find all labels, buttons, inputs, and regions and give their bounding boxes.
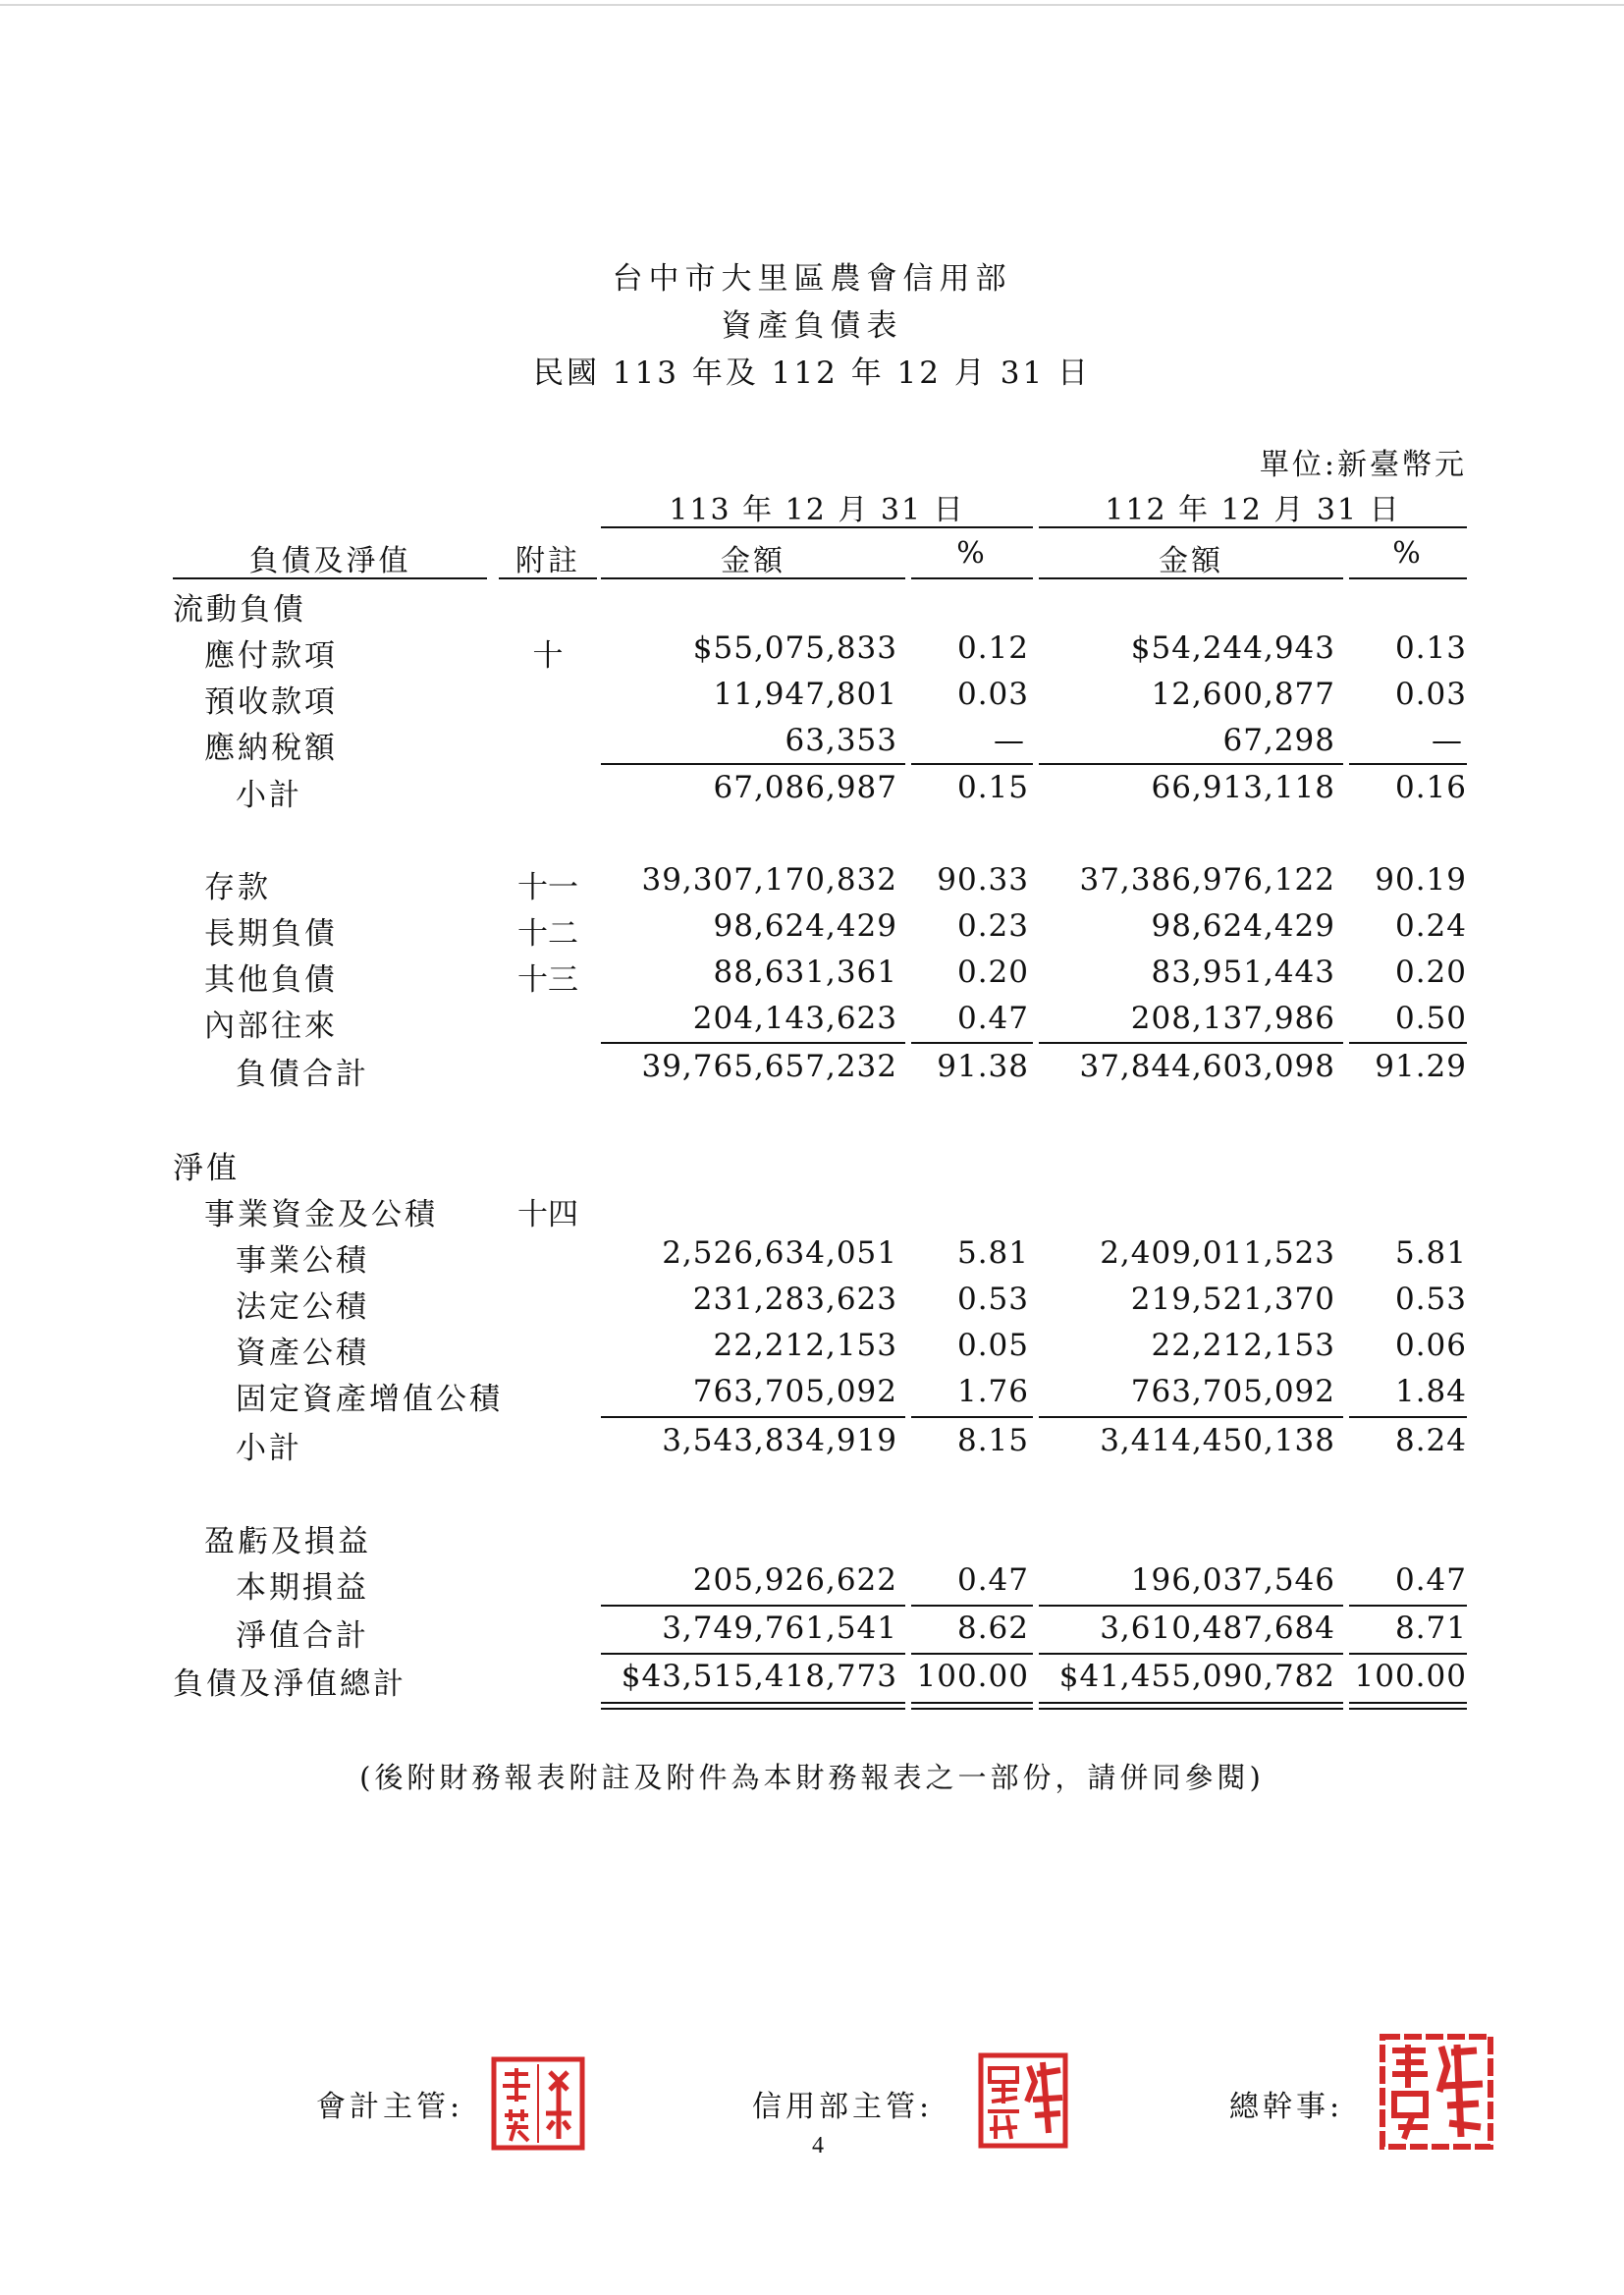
pct-112: 5.81 — [1394, 1235, 1467, 1271]
col-header-rule — [173, 577, 487, 579]
pct-112: 100.00 — [1354, 1659, 1467, 1694]
pct-113: 5.81 — [956, 1235, 1029, 1271]
double-rule — [1349, 1708, 1467, 1710]
subtotal-rule — [911, 1042, 1033, 1044]
pct-112: 0.16 — [1394, 770, 1467, 805]
row-deposits — [0, 862, 1624, 907]
col-header-pct-113: % — [956, 536, 988, 571]
pct-112: 0.47 — [1394, 1562, 1467, 1598]
double-rule — [911, 1708, 1033, 1710]
amount-113: 63,353 — [785, 723, 897, 758]
row-note: 十 — [532, 638, 564, 674]
row-business-reserve — [0, 1235, 1624, 1281]
col-header-rule — [499, 577, 597, 579]
col-header-amount-113: 金額 — [721, 544, 785, 578]
amount-113: 98,624,429 — [713, 908, 897, 944]
row-note: 十四 — [517, 1197, 578, 1232]
row-label: 事業公積 — [236, 1243, 369, 1279]
subtotal-rule — [1039, 1605, 1343, 1607]
amount-112: 22,212,153 — [1151, 1328, 1335, 1363]
statement-title: 資產負債表 — [721, 308, 903, 344]
row-reserves-subtotal — [0, 1423, 1624, 1468]
row-label: 存款 — [204, 870, 271, 905]
pct-113: 0.53 — [956, 1282, 1029, 1317]
pct-113: 90.33 — [937, 862, 1029, 898]
amount-112: 37,386,976,122 — [1079, 862, 1335, 898]
pct-113: 1.76 — [956, 1374, 1029, 1409]
general-manager-seal — [1379, 2033, 1494, 2155]
row-note: 十一 — [517, 870, 578, 905]
amount-113: $43,515,418,773 — [621, 1659, 897, 1694]
subtotal-rule — [601, 1605, 905, 1607]
row-label: 盈虧及損益 — [204, 1524, 371, 1559]
amount-112: 3,414,450,138 — [1100, 1423, 1335, 1458]
period-112-rule — [1039, 526, 1467, 528]
subtotal-rule — [911, 763, 1033, 765]
row-label: 預收款項 — [204, 684, 338, 720]
statement-period: 民國 113 年及 112 年 12 月 31 日 — [532, 355, 1092, 391]
pct-112: 0.53 — [1394, 1282, 1467, 1317]
pct-112: 0.24 — [1394, 908, 1467, 944]
pct-113: 100.00 — [916, 1659, 1029, 1694]
amount-112: 763,705,092 — [1130, 1374, 1335, 1409]
subtotal-rule — [1349, 1042, 1467, 1044]
pct-113: 8.15 — [956, 1423, 1029, 1458]
footnote: (後附財務報表附註及附件為本財務報表之一部份，請併同參閱) — [359, 1761, 1265, 1794]
signature-general-label: 總幹事: — [1229, 2090, 1344, 2124]
row-current-period-pl — [0, 1562, 1624, 1608]
double-rule — [601, 1702, 905, 1704]
pct-113: 8.62 — [956, 1611, 1029, 1646]
pct-112: 0.06 — [1394, 1328, 1467, 1363]
row-profit-loss-heading — [0, 1516, 1624, 1561]
row-label: 內部往來 — [204, 1009, 338, 1044]
amount-113: 39,307,170,832 — [641, 862, 897, 898]
amount-113: 88,631,361 — [713, 955, 897, 990]
row-note: 十三 — [517, 962, 578, 998]
amount-112: 208,137,986 — [1130, 1001, 1335, 1036]
row-accounts-payable — [0, 630, 1624, 676]
col-header-rule — [911, 577, 1033, 579]
row-label: 淨值 — [173, 1151, 240, 1186]
col-header-rule — [1039, 577, 1343, 579]
double-rule — [911, 1702, 1033, 1704]
col-header-note: 附註 — [515, 544, 580, 578]
pct-112: 0.13 — [1394, 630, 1467, 666]
row-internal-transactions — [0, 1001, 1624, 1046]
pct-113: — — [994, 723, 1025, 758]
amount-113: 39,765,657,232 — [641, 1049, 897, 1084]
amount-113: 3,749,761,541 — [662, 1611, 897, 1646]
row-label: 應納稅額 — [204, 731, 338, 766]
row-tax-payable — [0, 723, 1624, 768]
row-label: 法定公積 — [236, 1289, 369, 1325]
pct-112: 0.20 — [1394, 955, 1467, 990]
page-number: 4 — [812, 2133, 824, 2158]
subtotal-rule — [1349, 1605, 1467, 1607]
double-rule — [1039, 1708, 1343, 1710]
currency-unit: 單位:新臺幣元 — [1259, 448, 1467, 482]
amount-113: $55,075,833 — [692, 630, 897, 666]
row-advance-receipts — [0, 677, 1624, 722]
amount-112: 66,913,118 — [1151, 770, 1335, 805]
row-current-liabilities — [0, 584, 1624, 629]
period-113-rule — [601, 526, 1033, 528]
signature-accounting-label: 會計主管: — [316, 2090, 464, 2124]
pct-113: 0.15 — [956, 770, 1029, 805]
pct-113: 0.47 — [956, 1001, 1029, 1036]
row-revaluation-reserve — [0, 1374, 1624, 1419]
subtotal-rule — [911, 1605, 1033, 1607]
pct-112: 0.03 — [1394, 677, 1467, 712]
pct-112: 8.24 — [1394, 1423, 1467, 1458]
row-label: 資產公積 — [236, 1336, 369, 1371]
amount-113: 11,947,801 — [713, 677, 897, 712]
pct-112: 0.50 — [1394, 1001, 1467, 1036]
subtotal-rule — [1039, 763, 1343, 765]
subtotal-rule — [911, 1653, 1033, 1655]
subtotal-rule — [1349, 763, 1467, 765]
amount-113: 763,705,092 — [692, 1374, 897, 1409]
row-total-liabilities — [0, 1049, 1624, 1094]
row-note: 十二 — [517, 916, 578, 952]
subtotal-rule — [1349, 1653, 1467, 1655]
pct-113: 0.03 — [956, 677, 1029, 712]
amount-113: 3,543,834,919 — [662, 1423, 897, 1458]
accounting-seal — [491, 2056, 585, 2155]
period-113-header: 113 年 12 月 31 日 — [669, 493, 965, 527]
double-rule — [1039, 1702, 1343, 1704]
period-112-header: 112 年 12 月 31 日 — [1105, 493, 1401, 527]
pct-113: 0.12 — [956, 630, 1029, 666]
row-capital-reserves — [0, 1189, 1624, 1234]
col-header-rule — [601, 577, 905, 579]
pct-112: — — [1432, 723, 1463, 758]
row-label: 負債及淨值總計 — [173, 1667, 406, 1702]
amount-113: 231,283,623 — [692, 1282, 897, 1317]
signature-credit-label: 信用部主管: — [752, 2090, 934, 2124]
amount-113: 205,926,622 — [692, 1562, 897, 1598]
row-current-subtotal — [0, 770, 1624, 815]
pct-113: 0.05 — [956, 1328, 1029, 1363]
subtotal-rule — [601, 1653, 905, 1655]
subtotal-rule — [601, 1042, 905, 1044]
amount-112: $54,244,943 — [1130, 630, 1335, 666]
amount-113: 204,143,623 — [692, 1001, 897, 1036]
amount-113: 67,086,987 — [713, 770, 897, 805]
row-label: 固定資產增值公積 — [236, 1382, 503, 1417]
row-label: 其他負債 — [204, 962, 338, 998]
amount-113: 2,526,634,051 — [662, 1235, 897, 1271]
row-label: 負債合計 — [236, 1057, 369, 1092]
row-label: 小計 — [236, 778, 302, 813]
amount-112: 2,409,011,523 — [1100, 1235, 1335, 1271]
col-header-label: 負債及淨值 — [248, 544, 411, 578]
double-rule — [1349, 1702, 1467, 1704]
pct-112: 90.19 — [1375, 862, 1467, 898]
scan-edge-line — [0, 4, 1624, 6]
amount-112: 219,521,370 — [1130, 1282, 1335, 1317]
row-net-worth-total — [0, 1611, 1624, 1656]
amount-112: 3,610,487,684 — [1100, 1611, 1335, 1646]
amount-112: 83,951,443 — [1151, 955, 1335, 990]
pct-112: 91.29 — [1375, 1049, 1467, 1084]
col-header-pct-112: % — [1392, 536, 1424, 571]
subtotal-rule — [911, 1416, 1033, 1418]
amount-112: 98,624,429 — [1151, 908, 1335, 944]
row-asset-reserve — [0, 1328, 1624, 1373]
row-label: 本期損益 — [236, 1570, 369, 1606]
subtotal-rule — [601, 1416, 905, 1418]
row-label: 淨值合計 — [236, 1618, 369, 1654]
row-grand-total — [0, 1659, 1624, 1704]
row-legal-reserve — [0, 1282, 1624, 1327]
amount-113: 22,212,153 — [713, 1328, 897, 1363]
amount-112: 67,298 — [1222, 723, 1335, 758]
row-label: 長期負債 — [204, 916, 338, 952]
col-header-amount-112: 金額 — [1159, 544, 1223, 578]
org-name: 台中市大里區農會信用部 — [612, 261, 1012, 297]
row-label: 流動負債 — [173, 592, 306, 628]
pct-113: 0.47 — [956, 1562, 1029, 1598]
amount-112: 196,037,546 — [1130, 1562, 1335, 1598]
amount-112: 37,844,603,098 — [1079, 1049, 1335, 1084]
subtotal-rule — [1349, 1416, 1467, 1418]
row-other-liabilities — [0, 955, 1624, 1000]
pct-113: 0.23 — [956, 908, 1029, 944]
row-label: 事業資金及公積 — [204, 1197, 438, 1232]
pct-113: 91.38 — [937, 1049, 1029, 1084]
col-header-rule — [1349, 577, 1467, 579]
double-rule — [601, 1708, 905, 1710]
subtotal-rule — [601, 763, 905, 765]
amount-112: $41,455,090,782 — [1058, 1659, 1335, 1694]
subtotal-rule — [1039, 1653, 1343, 1655]
credit-dept-seal — [978, 2052, 1068, 2153]
pct-112: 8.71 — [1394, 1611, 1467, 1646]
amount-112: 12,600,877 — [1151, 677, 1335, 712]
subtotal-rule — [1039, 1042, 1343, 1044]
pct-113: 0.20 — [956, 955, 1029, 990]
row-label: 小計 — [236, 1431, 302, 1466]
row-net-worth-heading — [0, 1143, 1624, 1188]
row-label: 應付款項 — [204, 638, 338, 674]
subtotal-rule — [1039, 1416, 1343, 1418]
pct-112: 1.84 — [1394, 1374, 1467, 1409]
row-long-term-liabilities — [0, 908, 1624, 954]
